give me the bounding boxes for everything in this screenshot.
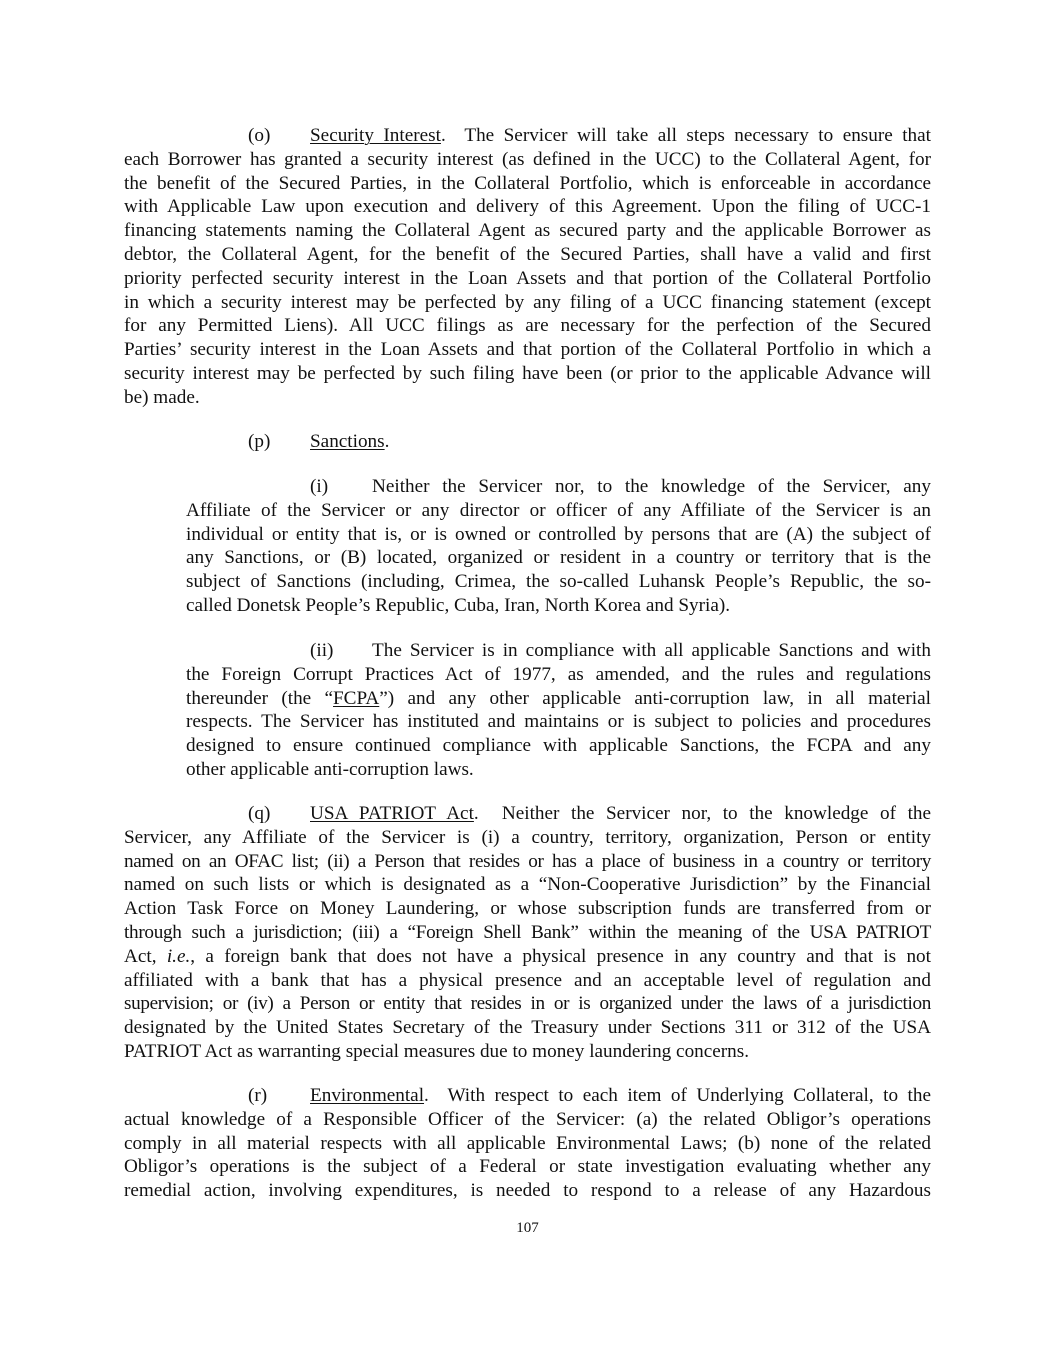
text-line: financing statements naming the Collateral Agent as secured party and the applicable Borrower as <box>124 220 931 242</box>
text-line: Affiliate of the Servicer or any director or officer of any Affiliate of the Servicer is an <box>186 499 931 521</box>
text-line: security interest may be perfected by such filing have been (or prior to the applicable Advance will <box>124 362 931 384</box>
text-line: through such a jurisdiction; (iii) a “Foreign Shell Bank” within the meaning of the USA PATRIOT <box>124 921 931 943</box>
text-line: Parties’ security interest in the Loan Assets and that portion of the Collateral Portfolio in which a <box>124 339 931 361</box>
section-p-sanctions <box>248 430 389 454</box>
text-line: be) made. <box>124 386 200 408</box>
section-p-ii-marker: (ii) <box>310 640 334 661</box>
text-line: Neither the Servicer nor, to the knowledge of the Servicer, any <box>372 476 931 497</box>
text-line: respects. The Servicer has instituted and maintains or is subject to policies and procedures <box>186 711 931 733</box>
text-line: priority perfected security interest in the Loan Assets and that portion of the Collateral Portfolio <box>124 267 931 289</box>
text-line: actual knowledge of a Responsible Officer of the Servicer: (a) the related Obligor’s operations <box>124 1108 931 1130</box>
text-line: designed to ensure continued compliance with applicable Sanctions, the FCPA and any <box>186 735 931 757</box>
heading-period: . <box>384 431 390 452</box>
heading-period: . <box>440 125 446 146</box>
text-line: for any Permitted Liens). All UCC filings as are necessary for the perfection of the Secured <box>124 315 931 337</box>
italic-ie: i.e. <box>166 945 191 967</box>
text-line: affiliated with a bank that has a physical presence and an acceptable level of regulation and <box>124 969 931 991</box>
text-fragment: ”) and any other applicable anti-corruption law, in all material <box>379 687 931 709</box>
section-q-usa-patriot-act <box>124 802 931 1064</box>
text-line: each Borrower has granted a security interest (as defined in the UCC) to the Collateral Agent, for <box>124 148 931 170</box>
text-line: PATRIOT Act as warranting special measures due to money laundering concerns. <box>124 1040 750 1062</box>
section-o-heading: Security Interest <box>310 125 441 146</box>
section-o-marker: (o) <box>248 125 271 146</box>
section-r-first-line <box>124 1084 931 1108</box>
text-line: named on such lists or which is designated as a “Non-Cooperative Jurisdiction” by the Financial <box>124 874 931 896</box>
text-fragment: thereunder (the “ <box>186 687 334 709</box>
text-line: with Applicable Law upon execution and delivery of this Agreement. Upon the filing of UCC-1 <box>124 196 931 218</box>
text-line: remedial action, involving expenditures, is needed to respond to a release of any Hazardous <box>124 1180 931 1202</box>
section-p-ii <box>186 639 931 782</box>
section-r-marker: (r) <box>248 1085 268 1106</box>
text-line: Servicer, any Affiliate of the Servicer is (i) a country, territory, organization, Person or entity <box>124 826 931 848</box>
text-line: any Sanctions, or (B) located, organized or resident in a country or territory that is the <box>186 547 931 569</box>
text-line: The Servicer will take all steps necessary to ensure that <box>464 125 932 146</box>
text-line: Neither the Servicer nor, to the knowledge of the <box>501 803 932 824</box>
text-line: named on an OFAC list; (ii) a Person that resides or has a place of business in a country or territory <box>124 850 931 872</box>
section-r-environmental <box>124 1084 931 1203</box>
section-p-i-marker: (i) <box>310 476 329 497</box>
section-p-i-first-line <box>186 475 931 499</box>
text-line <box>124 945 931 969</box>
section-o-security-interest <box>124 124 931 410</box>
section-r-heading: Environmental <box>310 1085 425 1106</box>
text-line: the Foreign Corrupt Practices Act of 1977, as amended, and the rules and regulations <box>186 663 931 685</box>
section-q-marker: (q) <box>248 803 271 824</box>
text-line: With respect to each item of Underlying Collateral, to the <box>447 1085 931 1106</box>
text-line: The Servicer is in compliance with all applicable Sanctions and with <box>372 640 931 661</box>
text-line: individual or entity that is, or is owned or controlled by persons that are (A) the subject of <box>186 523 931 545</box>
text-line: the benefit of the Secured Parties, in the Collateral Portfolio, which is enforceable in accordance <box>124 172 931 194</box>
section-q-heading: USA PATRIOT Act <box>310 803 474 824</box>
text-fragment: Act, <box>124 945 167 967</box>
text-fragment: , a foreign bank that does not have a physical presence in any country and that is not <box>190 945 931 967</box>
section-p-marker: (p) <box>248 431 271 452</box>
text-line: comply in all material respects with all applicable Environmental Laws; (b) none of the related <box>124 1132 931 1154</box>
text-line: other applicable anti-corruption laws. <box>186 758 474 780</box>
text-line <box>186 687 931 711</box>
text-line: supervision; or (iv) a Person or entity that resides in or is organized under the laws of a jurisdiction <box>124 993 931 1015</box>
defined-term-fcpa: FCPA <box>333 687 380 709</box>
heading-period: . <box>424 1085 429 1106</box>
text-line: Obligor’s operations is the subject of a Federal or state investigation evaluating whether any <box>124 1156 931 1178</box>
text-line: in which a security interest may be perfected by any filing of a UCC financing statement (except <box>124 291 931 313</box>
heading-period: . <box>473 803 479 824</box>
text-line: subject of Sanctions (including, Crimea, the so-called Luhansk People’s Republic, the so- <box>186 571 931 593</box>
page-number: 107 <box>516 1220 539 1236</box>
section-p-ii-first-line <box>186 639 931 663</box>
text-line: Action Task Force on Money Laundering, or whose subscription funds are transferred from or <box>124 898 931 920</box>
text-line: debtor, the Collateral Agent, for the benefit of the Secured Parties, shall have a valid and first <box>124 243 931 265</box>
section-q-first-line <box>124 802 931 826</box>
section-p-i <box>186 475 931 618</box>
text-line: called Donetsk People’s Republic, Cuba, Iran, North Korea and Syria). <box>186 594 731 616</box>
text-line: designated by the United States Secretary of the Treasury under Sections 311 or 312 of the USA <box>124 1017 931 1039</box>
section-p-heading: Sanctions <box>310 431 385 452</box>
section-o-first-line <box>124 124 931 148</box>
